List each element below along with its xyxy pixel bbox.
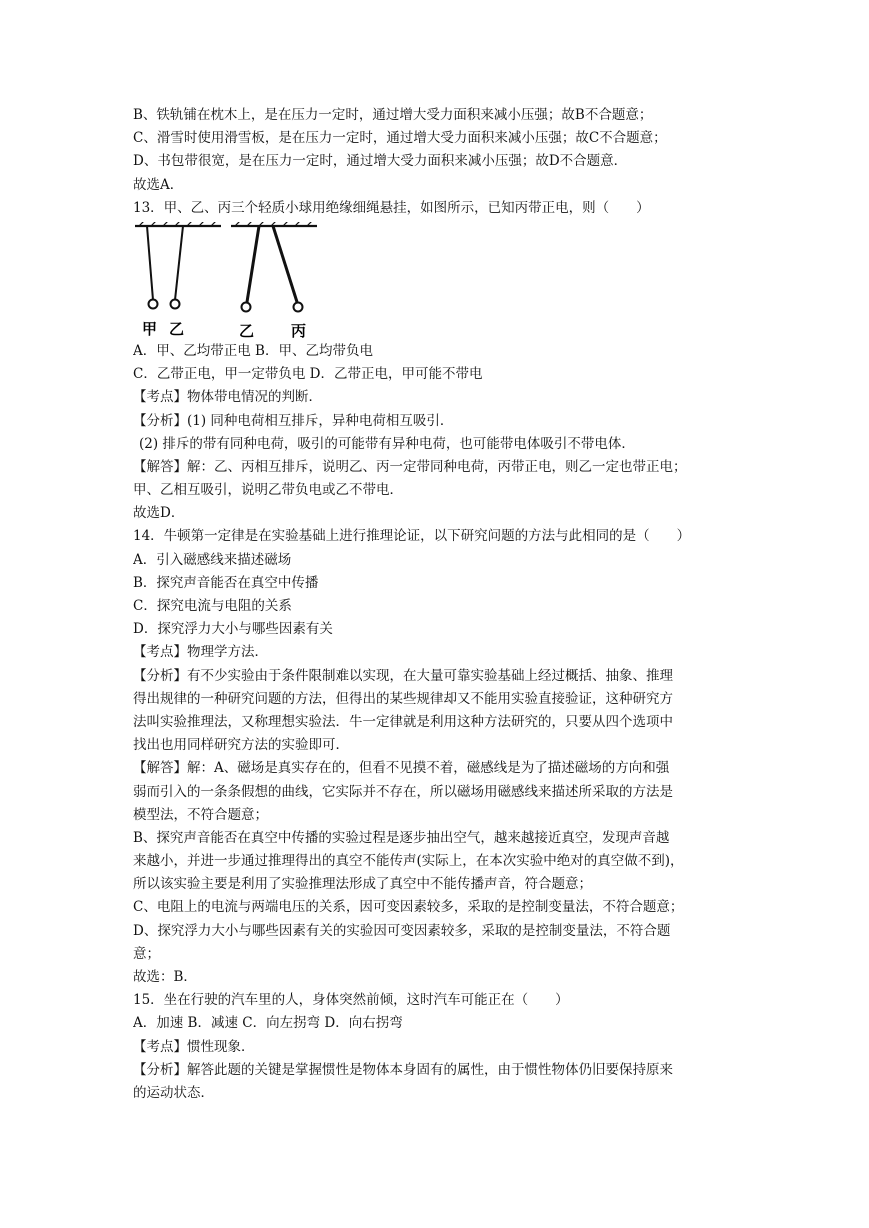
text-line: C、电阻上的电流与两端电压的关系，因可变因素较多，采取的是控制变量法，不符合题意； bbox=[133, 899, 684, 916]
text-line: D、探究浮力大小与哪些因素有关的实验因可变因素较多，采取的是控制变量法，不符合题 bbox=[133, 922, 671, 939]
ball-bing bbox=[294, 302, 303, 311]
option-line: A．引入磁感线来描述磁场 bbox=[133, 551, 292, 568]
text-line: 意； bbox=[133, 945, 160, 962]
text-line: 【考点】物理学方法． bbox=[133, 644, 268, 661]
label-jia: 甲 bbox=[142, 319, 158, 338]
text-line: 【分析】(1) 同种电荷相互排斥，异种电荷相互吸引． bbox=[133, 412, 454, 429]
label-yi-left: 乙 bbox=[169, 319, 185, 338]
pendulum-figure bbox=[133, 222, 743, 340]
option-line: A．甲、乙均带正电 B．甲、乙均带负电 bbox=[133, 342, 373, 359]
text-line: 【考点】惯性现象． bbox=[133, 1038, 255, 1055]
text-line: 【考点】物体带电情况的判断． bbox=[133, 389, 322, 406]
ball-yi-left bbox=[171, 299, 180, 308]
text-line: (2) 排斥的带有同种电荷，吸引的可能带有异种电荷，也可能带电体吸引不带电体． bbox=[139, 435, 635, 452]
label-yi-right: 乙 bbox=[239, 321, 255, 340]
option-line: A．加速 B．减速 C．向左拐弯 D．向右拐弯 bbox=[133, 1015, 403, 1032]
option-line: C．乙带正电，甲一定带负电 D．乙带正电，甲可能不带电 bbox=[133, 366, 483, 383]
ball-jia bbox=[149, 299, 158, 308]
left-support bbox=[135, 222, 221, 226]
option-line: B．探究声音能否在真空中传播 bbox=[133, 574, 319, 591]
text-line: 【分析】有不少实验由于条件限制难以实现，在大量可靠实验基础上经过概括、抽象、推理 bbox=[133, 667, 673, 684]
text-line: 【解答】解：乙、丙相互排斥，说明乙、丙一定带同种电荷，丙带正电，则乙一定也带正电； bbox=[133, 458, 687, 475]
text-line: 故选D． bbox=[133, 505, 185, 522]
text-line: 故选：B． bbox=[133, 969, 197, 985]
option-line: D．探究浮力大小与哪些因素有关 bbox=[133, 621, 333, 638]
question-14-stem: 14．牛顿第一定律是在实验基础上进行推理论证，以下研究问题的方法与此相同的是（ ） bbox=[133, 528, 691, 545]
right-support bbox=[231, 222, 317, 226]
pendulum-diagram bbox=[133, 222, 333, 340]
text-line: D、书包带很宽，是在压力一定时，通过增大受力面积来减小压强；故D不合题意． bbox=[133, 153, 628, 170]
text-block-main bbox=[133, 340, 743, 1105]
ball-yi-right bbox=[242, 302, 251, 311]
option-line: C．探究电流与电阻的关系 bbox=[133, 598, 292, 614]
text-line: 甲、乙相互吸引，说明乙带负电或乙不带电． bbox=[133, 482, 403, 499]
text-line: 来越小，并进一步通过推理得出的真空不能传声(实际上，在本次实验中绝对的真空做不到)， bbox=[133, 853, 684, 870]
label-bing: 丙 bbox=[291, 321, 307, 340]
text-line: 得出规律的一种研究问题的方法，但得出的某些规律却又不能用实验直接验证，这种研究方 bbox=[133, 690, 673, 707]
text-line: 所以该实验主要是利用了实验推理法形成了真空中不能传播声音，符合题意； bbox=[133, 876, 592, 893]
text-line: 【分析】解答此题的关键是掌握惯性是物体本身固有的属性，由于惯性物体仍旧要保持原来 bbox=[133, 1061, 673, 1078]
text-line: B、铁轨铺在枕木上，是在压力一定时，通过增大受力面积来减小压强；故B不合题意； bbox=[133, 107, 653, 123]
text-block-top bbox=[133, 104, 743, 220]
document-body bbox=[133, 104, 743, 1105]
text-line: 找出也用同样研究方法的实验即可． bbox=[133, 737, 349, 754]
text-line: B、探究声音能否在真空中传播的实验过程是逐步抽出空气，越来越接近真空，发现声音越 bbox=[133, 829, 670, 846]
string-yi-left bbox=[175, 226, 183, 300]
question-13-stem: 13．甲、乙、丙三个轻质小球用绝缘细绳悬挂，如图所示，已知丙带正电，则（ ） bbox=[133, 199, 650, 216]
string-yi-right bbox=[247, 226, 259, 302]
question-15-stem: 15．坐在行驶的汽车里的人，身体突然前倾，这时汽车可能正在（ ） bbox=[133, 992, 569, 1009]
text-line: 的运动状态． bbox=[133, 1084, 214, 1101]
text-line: 弱而引入的一条条假想的曲线，它实际并不存在，所以磁场用磁感线来描述所采取的方法是 bbox=[133, 783, 673, 800]
text-line: 模型法，不符合题意； bbox=[133, 806, 268, 823]
string-bing bbox=[273, 226, 297, 302]
text-line: C、滑雪时使用滑雪板，是在压力一定时，通过增大受力面积来减小压强；故C不合题意； bbox=[133, 130, 667, 147]
text-line: 故选A． bbox=[133, 176, 184, 193]
text-line: 法叫实验推理法，又称理想实验法．牛一定律就是利用这种方法研究的，只要从四个选项中 bbox=[133, 713, 673, 730]
string-jia bbox=[147, 226, 153, 300]
text-line: 【解答】解：A、磁场是真实存在的，但看不见摸不着，磁感线是为了描述磁场的方向和强 bbox=[133, 760, 670, 777]
